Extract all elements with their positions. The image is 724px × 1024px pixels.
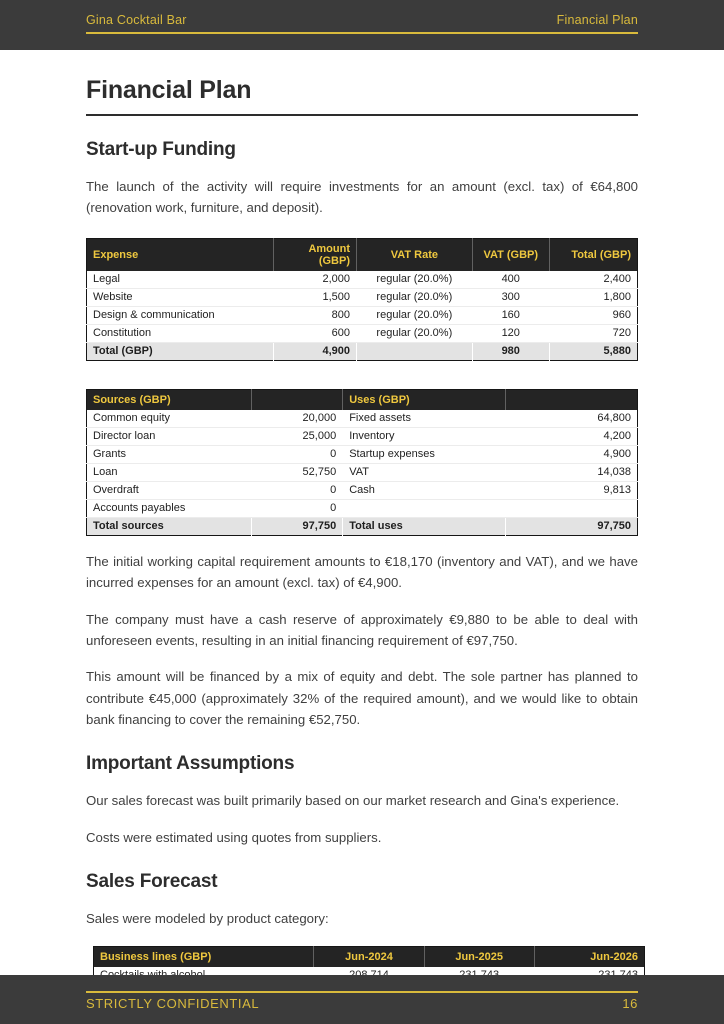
table-cell: 25,000 <box>252 427 343 445</box>
table-row <box>87 499 638 517</box>
sources-uses-header-row <box>87 389 638 410</box>
table-cell: Total sources <box>87 517 252 535</box>
table-cell: 64,800 <box>505 410 637 428</box>
table-row <box>87 324 638 342</box>
startup-funding-paragraph-1: The launch of the activity will require investments for an amount (excl. tax) of €64,800 (renovation work, furniture, and deposit). <box>86 179 638 216</box>
table-cell: 1,800 <box>549 288 637 306</box>
page-footer-inner <box>86 991 638 1011</box>
table-row <box>87 410 638 428</box>
column-header: Uses (GBP) <box>343 389 506 410</box>
table-row <box>87 445 638 463</box>
table-cell: 160 <box>472 306 549 324</box>
table-cell: Inventory <box>343 427 506 445</box>
column-header: Total (GBP) <box>549 238 637 271</box>
table-cell: Constitution <box>87 324 274 342</box>
table-cell: regular (20.0%) <box>356 288 472 306</box>
page-header-bar <box>0 0 724 50</box>
business-lines-header-row <box>94 946 645 967</box>
table-cell: 720 <box>549 324 637 342</box>
table-cell: 2,400 <box>549 271 637 289</box>
table-cell: Legal <box>87 271 274 289</box>
sales-forecast-paragraph-1: Sales were modeled by product category: <box>86 911 329 927</box>
table-cell: 9,813 <box>505 481 637 499</box>
table-cell: 4,900 <box>505 445 637 463</box>
header-company-name: Gina Cocktail Bar <box>86 13 187 27</box>
table-cell: 4,200 <box>505 427 637 445</box>
table-cell: 5,880 <box>549 342 637 360</box>
table-cell: Loan <box>87 463 252 481</box>
table-cell: Fixed assets <box>343 410 506 428</box>
section-title-startup-funding: Start-up Funding <box>86 139 236 160</box>
table-cell <box>343 499 506 517</box>
table-cell: Total uses <box>343 517 506 535</box>
confidentiality-label: STRICTLY CONFIDENTIAL <box>86 996 260 1011</box>
assumptions-paragraph-1: Our sales forecast was built primarily based on our market research and Gina's experience. <box>86 793 620 809</box>
table-cell: 4,900 <box>274 342 357 360</box>
table-cell: Startup expenses <box>343 445 506 463</box>
table-row <box>87 427 638 445</box>
startup-funding-paragraph-2: The initial working capital requirement amounts to €18,170 (inventory and VAT), and we have incurred expenses for an amount (excl. tax) of €4,900. <box>86 553 638 591</box>
startup-funding-paragraph-4: This amount will be financed by a mix of equity and debt. The sole partner has planned to contribute €45,000 (approximately 32% of the required amount), and we would like to obtain bank financing to cover the remaining €52,750. <box>86 669 638 727</box>
table-cell: 960 <box>549 306 637 324</box>
page-header-inner <box>86 13 638 34</box>
table-cell: 400 <box>472 271 549 289</box>
column-header: Sources (GBP) <box>87 389 252 410</box>
expenses-table-header-row <box>87 238 638 271</box>
table-cell: 0 <box>252 445 343 463</box>
document-content <box>0 76 724 985</box>
table-cell: 0 <box>252 481 343 499</box>
table-cell <box>356 342 472 360</box>
table-cell: regular (20.0%) <box>356 324 472 342</box>
table-cell: 20,000 <box>252 410 343 428</box>
table-cell: 980 <box>472 342 549 360</box>
column-header: Jun-2024 <box>314 946 424 967</box>
table-cell: Design & communication <box>87 306 274 324</box>
startup-funding-paragraph-3: The company must have a cash reserve of approximately €9,880 to be able to deal with unforeseen events, resulting in an initial financing requirement of €97,750. <box>86 611 638 648</box>
table-row <box>87 288 638 306</box>
table-row <box>87 271 638 289</box>
table-cell: Total (GBP) <box>87 342 274 360</box>
column-header: VAT Rate <box>356 238 472 271</box>
table-cell: 600 <box>274 324 357 342</box>
section-title-sales-forecast: Sales Forecast <box>86 871 218 893</box>
table-cell: VAT <box>343 463 506 481</box>
table-row <box>87 306 638 324</box>
table-row <box>87 481 638 499</box>
page-title: Financial Plan <box>86 76 638 116</box>
table-cell: regular (20.0%) <box>356 306 472 324</box>
section-title-important-assumptions: Important Assumptions <box>86 753 295 775</box>
column-header: Amount (GBP) <box>274 238 357 271</box>
expenses-total-row <box>87 342 638 360</box>
table-cell: Overdraft <box>87 481 252 499</box>
table-cell <box>505 499 637 517</box>
table-cell: Website <box>87 288 274 306</box>
table-cell: 97,750 <box>505 517 637 535</box>
table-cell: 0 <box>252 499 343 517</box>
column-header: Expense <box>87 238 274 271</box>
column-header <box>505 389 637 410</box>
table-cell: Common equity <box>87 410 252 428</box>
table-cell: Director loan <box>87 427 252 445</box>
table-cell: 14,038 <box>505 463 637 481</box>
table-cell: 97,750 <box>252 517 343 535</box>
table-cell: Accounts payables <box>87 499 252 517</box>
sources-uses-table <box>86 389 638 536</box>
expenses-table <box>86 238 638 361</box>
table-cell: Cash <box>343 481 506 499</box>
table-cell: 52,750 <box>252 463 343 481</box>
sources-uses-total-row <box>87 517 638 535</box>
page-footer-bar <box>0 975 724 1024</box>
table-cell: 2,000 <box>274 271 357 289</box>
table-cell: regular (20.0%) <box>356 271 472 289</box>
column-header: VAT (GBP) <box>472 238 549 271</box>
table-cell: 120 <box>472 324 549 342</box>
table-cell: 1,500 <box>274 288 357 306</box>
header-document-name: Financial Plan <box>556 13 638 27</box>
column-header: Jun-2026 <box>534 946 644 967</box>
table-cell: 800 <box>274 306 357 324</box>
column-header: Business lines (GBP) <box>94 946 314 967</box>
page-number: 16 <box>622 996 638 1011</box>
table-cell: 300 <box>472 288 549 306</box>
assumptions-paragraph-2: Costs were estimated using quotes from suppliers. <box>86 829 382 845</box>
table-row <box>87 463 638 481</box>
column-header: Jun-2025 <box>424 946 534 967</box>
column-header <box>252 389 343 410</box>
table-cell: Grants <box>87 445 252 463</box>
